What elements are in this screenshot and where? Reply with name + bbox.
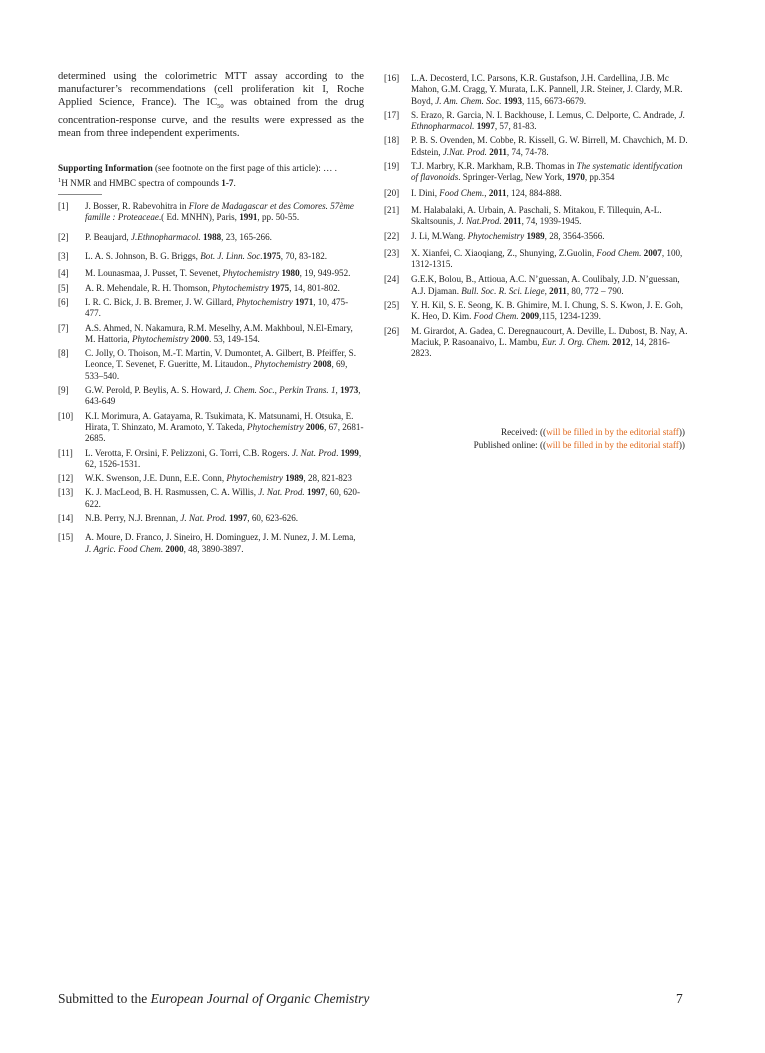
reference-text: W.K. Swenson, J.E. Dunn, E.E. Conn, Phytochemistry 1989, 28, 821-823 bbox=[85, 473, 352, 484]
editorial-placeholder: will be filled in by the editorial staff bbox=[546, 439, 679, 450]
reference-item bbox=[384, 248, 690, 271]
reference-number: [24] bbox=[384, 274, 400, 285]
reference-text: P. Beaujard, J.Ethnopharmacol. 1988, 23, 165-266. bbox=[85, 231, 272, 242]
reference-number: [1] bbox=[58, 201, 69, 212]
reference-item bbox=[58, 487, 364, 510]
reference-text: N.B. Perry, N.J. Brennan, J. Nat. Prod. 1997, 60, 623-626. bbox=[85, 513, 299, 524]
reference-number: [18] bbox=[384, 135, 400, 146]
reference-list-right bbox=[384, 73, 690, 360]
reference-text: I. R. C. Bick, J. B. Bremer, J. W. Gillard, Phytochemistry 1971, 10, 475-477. bbox=[85, 296, 349, 319]
reference-text: I. Dini, Food Chem., 2011, 124, 884-888. bbox=[411, 187, 562, 198]
reference-text: S. Erazo, R. Garcia, N. I. Backhouse, I. Lemus, C. Delporte, C. Andrade, J. Ethnopharmacol. 1997, 57, 81-83. bbox=[411, 109, 686, 132]
reference-number: [20] bbox=[384, 187, 400, 198]
reference-number: [23] bbox=[384, 247, 400, 258]
reference-text: J. Bosser, R. Rabevohitra in Flore de Madagascar et des Comores. 57ème famille : Proteaceae.( Ed. MNHN), Paris, 1991, pp. 50-55. bbox=[85, 201, 354, 223]
methods-paragraph bbox=[58, 70, 364, 140]
reference-item bbox=[58, 532, 364, 555]
reference-item bbox=[58, 297, 364, 320]
journal-name: European Journal of Organic Chemistry bbox=[150, 991, 370, 1006]
reference-number: [16] bbox=[384, 73, 400, 83]
reference-item bbox=[58, 385, 364, 408]
reference-text: A. R. Mehendale, R. H. Thomson, Phytochemistry 1975, 14, 801-802. bbox=[85, 282, 340, 293]
reference-text: A.S. Ahmed, N. Nakamura, R.M. Meselhy, A.M. Makhboul, N.El-Emary, M. Hattoria, Phytochemistry 2000. 53, 149-154. bbox=[85, 322, 353, 344]
supporting-info-label: Supporting Information bbox=[58, 163, 153, 174]
reference-number: [14] bbox=[58, 513, 74, 524]
nmr-text: H NMR and HMBC spectra of compounds bbox=[61, 177, 222, 188]
reference-item bbox=[384, 110, 690, 133]
reference-text: K.I. Morimura, A. Gatayama, R. Tsukimata, K. Matsunami, H. Otsuka, E. Hirata, T. Shinzato, M. Aramoto, Y. Takeda, Phytochemistry 2006, 67, 2681-2685. bbox=[85, 410, 364, 444]
reference-text: T.J. Marbry, K.R. Markham, R.B. Thomas in The systematic identifycation of flavonoids. Springer-Verlag, New York, 1970, pp.354 bbox=[411, 161, 683, 183]
reference-text: L. Verotta, F. Orsini, F. Pelizzoni, G. Torri, C.B. Rogers. J. Nat. Prod. 1999, 62, 1526-1531. bbox=[85, 447, 362, 469]
reference-item bbox=[58, 251, 364, 262]
reference-item bbox=[58, 201, 364, 224]
editorial-placeholder: will be filled in by the editorial staff bbox=[546, 427, 679, 437]
reference-item bbox=[384, 231, 690, 242]
reference-number: [21] bbox=[384, 204, 400, 215]
reference-number: [19] bbox=[384, 161, 400, 172]
reference-number: [8] bbox=[58, 348, 69, 359]
reference-number: [22] bbox=[384, 230, 400, 241]
reference-item bbox=[58, 448, 364, 471]
reference-text: L.A. Decosterd, I.C. Parsons, K.R. Gustafson, J.H. Cardellina, J.B. Mc Mahon, G.M. Cragg, Y. Murata, L.K. Pannell, J.R. Steiner, J. Clardy, M.R. Boyd, J. Am. Chem. Soc. 1993, 115, 6673-6679. bbox=[411, 73, 683, 106]
reference-text: K. J. MacLeod, B. H. Rasmussen, C. A. Willis, J. Nat. Prod. 1997, 60, 620-622. bbox=[85, 487, 360, 509]
reference-number: [12] bbox=[58, 473, 74, 484]
reference-item bbox=[58, 473, 364, 484]
nmr-superscript: 1 bbox=[58, 176, 62, 184]
reference-number: [11] bbox=[58, 447, 73, 458]
reference-number: [15] bbox=[58, 532, 74, 543]
reference-item bbox=[384, 135, 690, 158]
reference-number: [4] bbox=[58, 268, 69, 279]
reference-text: L. A. S. Johnson, B. G. Briggs, Bot. J. Linn. Soc.1975, 70, 83-182. bbox=[85, 251, 328, 262]
reference-item bbox=[58, 513, 364, 524]
paragraph-text-end: was obtained from the drug concentration-response curve, and the results were expressed as the mean from three independent experiments. bbox=[58, 97, 365, 139]
reference-item bbox=[384, 188, 690, 199]
reference-item bbox=[58, 348, 364, 382]
reference-item bbox=[384, 326, 690, 360]
supporting-info-text: (see footnote on the first page of this article): … . bbox=[152, 163, 337, 174]
reference-item bbox=[384, 161, 690, 184]
received-line: Received: ((will be filled in by the editorial staff)) bbox=[500, 427, 685, 437]
page-number: 7 bbox=[676, 991, 683, 1006]
reference-number: [7] bbox=[58, 322, 69, 333]
reference-number: [13] bbox=[58, 487, 74, 498]
reference-text: M. Halabalaki, A. Urbain, A. Paschali, S. Mitakou, F. Tillequin, A-L. Skaltsounis, J. Nat.Prod. 2011, 74, 1939-1945. bbox=[411, 204, 662, 227]
reference-text: X. Xianfei, C. Xiaoqiang, Z., Shunying, Z.Guolin, Food Chem. 2007, 100, 1312-1315. bbox=[411, 247, 683, 270]
footnote-divider bbox=[58, 194, 102, 195]
page-footer: Submitted to the European Journal of Organic Chemistry bbox=[58, 991, 370, 1006]
reference-text: Y. H. Kil, S. E. Seong, K. B. Ghimire, M. I. Chung, S. S. Kwon, J. E. Goh, K. Heo, D. Kim. Food Chem. 2009,115, 1234-1239. bbox=[411, 300, 683, 322]
right-column bbox=[384, 70, 690, 360]
reference-number: [2] bbox=[58, 231, 69, 242]
reference-text: M. Lounasmaa, J. Pusset, T. Sevenet, Phytochemistry 1980, 19, 949-952. bbox=[85, 268, 351, 279]
nmr-text-end: . bbox=[233, 177, 236, 188]
reference-number: [3] bbox=[58, 251, 69, 262]
reference-item bbox=[58, 232, 364, 243]
reference-text: C. Jolly, O. Thoison, M.-T. Martin, V. Dumontet, A. Gilbert, B. Pfeiffer, S. Leonce, T. Sevenet, F. Gueritte, M. Litaudon., Phytochemistry 2008, 69, 533–540. bbox=[85, 348, 357, 381]
reference-item bbox=[384, 300, 690, 323]
reference-number: [17] bbox=[384, 109, 400, 120]
left-column bbox=[58, 70, 364, 555]
reference-item bbox=[384, 205, 690, 228]
ic50-subscript: 50 bbox=[217, 103, 224, 111]
reference-number: [25] bbox=[384, 300, 400, 311]
paragraph-text: determined using the colorimetric MTT assay according to the manufacturer’s recommendations (cell proliferation kit I, Roche Applied Science, France). The IC bbox=[58, 71, 364, 109]
reference-list-left bbox=[58, 201, 364, 555]
reference-item bbox=[58, 268, 364, 279]
compounds-range: 1-7 bbox=[221, 177, 234, 188]
received-block bbox=[474, 426, 685, 451]
reference-item bbox=[384, 73, 690, 107]
reference-number: [10] bbox=[58, 410, 74, 421]
reference-item bbox=[58, 411, 364, 445]
reference-item bbox=[384, 274, 690, 297]
reference-number: [26] bbox=[384, 325, 400, 336]
reference-item bbox=[58, 323, 364, 346]
reference-text: J. Li, M.Wang. Phytochemistry 1989, 28, 3564-3566. bbox=[411, 230, 605, 241]
supporting-information bbox=[58, 162, 364, 189]
reference-text: A. Moure, D. Franco, J. Sineiro, H. Dominguez, J. M. Nunez, J. M. Lema, J. Agric. Food Chem. 2000, 48, 3890-3897. bbox=[85, 532, 356, 554]
published-line: Published online: ((will be filled in by the editorial staff)) bbox=[473, 439, 685, 450]
reference-text: P. B. S. Ovenden, M. Cobbe, R. Kissell, G. W. Birrell, M. Chavchich, M. D. Edstein, J.Nat. Prod. 2011, 74, 74-78. bbox=[411, 135, 688, 157]
reference-text: G.E.K, Bolou, B., Attioua, A.C. N’guessan, A. Coulibaly, J.D. N’guessan, A.J. Djaman. Bull. Soc. R. Sci. Liege, 2011, 80, 772 – 790. bbox=[411, 274, 680, 296]
reference-item bbox=[58, 283, 364, 294]
reference-text: G.W. Perold, P. Beylis, A. S. Howard, J. Chem. Soc., Perkin Trans. 1, 1973, 643-649 bbox=[85, 385, 361, 407]
reference-text: M. Girardot, A. Gadea, C. Deregnaucourt, A. Deville, L. Dubost, B. Nay, A. Maciuk, P. Rasoanaivo, L. Mambu, Eur. J. Org. Chem. 2012, 14, 2816-2823. bbox=[411, 325, 688, 359]
reference-number: [5] bbox=[58, 282, 69, 293]
reference-number: [6] bbox=[58, 296, 69, 307]
reference-number: [9] bbox=[58, 385, 69, 396]
